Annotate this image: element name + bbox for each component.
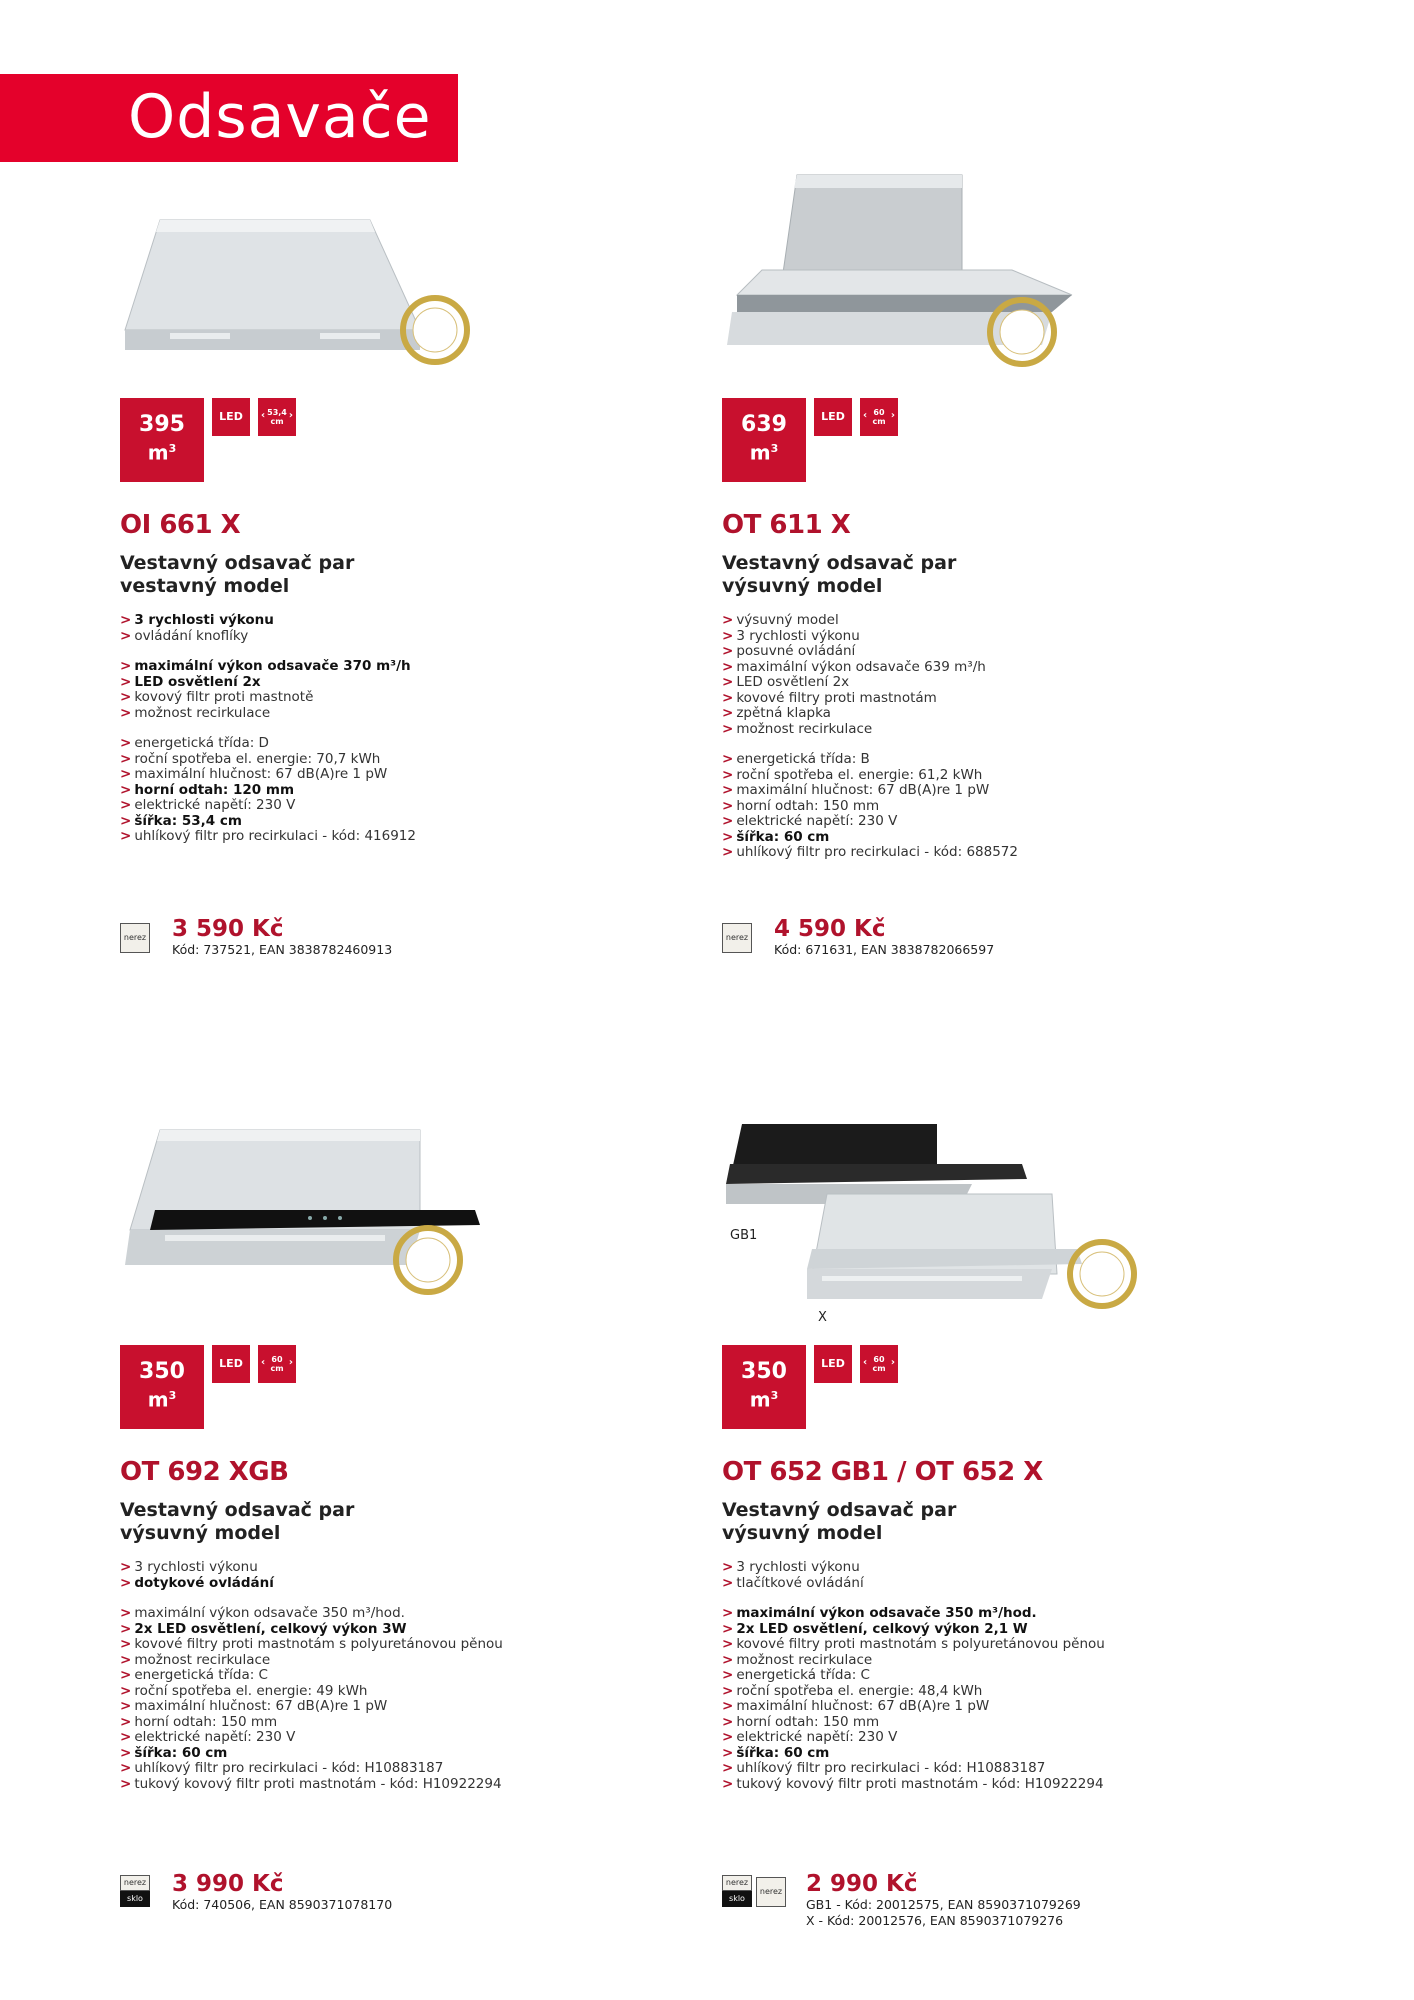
feature-item: > šířka: 60 cm (722, 830, 1162, 846)
feature-item: > maximální výkon odsavače 639 m³/h (722, 660, 1162, 676)
feature-item: > tlačítkové ovládání (722, 1576, 1162, 1592)
product-subtitle: Vestavný odsavač par výsuvný model (722, 552, 957, 597)
feature-item: > šířka: 60 cm (722, 1746, 1162, 1762)
width-badge-text: 60 cm (872, 408, 886, 426)
product-image (120, 1125, 570, 1325)
feature-list (120, 613, 560, 845)
product-model: OI 661 X (120, 510, 241, 540)
product-subtitle: Vestavný odsavač par vestavný model (120, 552, 355, 597)
airflow-badge (722, 1345, 806, 1429)
product-image (120, 180, 570, 380)
feature-item: > možnost recirkulace (120, 706, 560, 722)
led-badge: LED (212, 1345, 250, 1383)
feature-item: > kovové filtry proti mastnotám s polyuretánovou pěnou (120, 1637, 560, 1653)
product-code: Kód: 737521, EAN 3838782460913 (172, 942, 393, 957)
feature-item: > maximální hlučnost: 67 dB(A)re 1 pW (120, 767, 560, 783)
feature-item: > 2x LED osvětlení, celkový výkon 3W (120, 1622, 560, 1638)
airflow-badge (120, 398, 204, 482)
feature-item: > výsuvný model (722, 613, 1162, 629)
product-model: OT 611 X (722, 510, 851, 540)
material-swatch-nerez: nerez (722, 923, 752, 953)
product-price: 3 990 Kč (172, 1871, 284, 1897)
feature-item: > kovové filtry proti mastnotám (722, 691, 1162, 707)
feature-item: > 3 rychlosti výkonu (722, 1560, 1162, 1576)
premium-seal-icon (990, 300, 1054, 364)
product-card-ot692xgb (120, 1125, 680, 1925)
feature-item: > horní odtah: 150 mm (722, 1715, 1162, 1731)
feature-item: > elektrické napětí: 230 V (722, 814, 1162, 830)
product-card-ot652 (722, 1130, 1282, 1930)
feature-item: > uhlíkový filtr pro recirkulaci - kód: 416912 (120, 829, 560, 845)
product-model: OT 652 GB1 / OT 652 X (722, 1457, 1043, 1487)
led-badge: LED (814, 1345, 852, 1383)
width-badge: ‹ 53,4 cm › (258, 398, 296, 436)
price-row (120, 916, 570, 970)
width-badge-text: 60 cm (872, 1355, 886, 1373)
feature-item: > kovový filtr proti mastnotě (120, 690, 560, 706)
airflow-value: 350 (139, 1359, 185, 1384)
feature-item: > ovládání knoflíky (120, 629, 560, 645)
product-price: 3 590 Kč (172, 916, 284, 942)
airflow-value: 350 (741, 1359, 787, 1384)
product-code-gb1: GB1 - Kód: 20012575, EAN 8590371079269 (806, 1897, 1081, 1912)
airflow-unit: $m^3$ (749, 440, 779, 465)
feature-item: > energetická třída: B (722, 752, 1162, 768)
feature-item: > 3 rychlosti výkonu (120, 1560, 560, 1576)
feature-item: > horní odtah: 120 mm (120, 783, 560, 799)
spec-badges (722, 1345, 1082, 1435)
feature-item: > šířka: 60 cm (120, 1746, 560, 1762)
feature-item: > 2x LED osvětlení, celkový výkon 2,1 W (722, 1622, 1162, 1638)
product-code: Kód: 740506, EAN 8590371078170 (172, 1897, 393, 1912)
feature-item: > roční spotřeba el. energie: 61,2 kWh (722, 768, 1162, 784)
section-banner (0, 74, 458, 162)
product-card-oi661x (120, 180, 680, 980)
airflow-badge (722, 398, 806, 482)
product-code: Kód: 671631, EAN 3838782066597 (774, 942, 995, 957)
width-badge: ‹ 60 cm › (860, 1345, 898, 1383)
product-model: OT 692 XGB (120, 1457, 289, 1487)
width-badge: ‹ 60 cm › (860, 398, 898, 436)
feature-item: > roční spotřeba el. energie: 70,7 kWh (120, 752, 560, 768)
premium-seal-icon (403, 298, 467, 362)
feature-item: > uhlíkový filtr pro recirkulaci - kód: H10883187 (722, 1761, 1162, 1777)
premium-seal-icon (396, 1228, 460, 1292)
product-code-x: X - Kód: 20012576, EAN 8590371079276 (806, 1913, 1064, 1928)
price-row (722, 1871, 1172, 1928)
variant-label-x: X (818, 1310, 827, 1325)
feature-item: > roční spotřeba el. energie: 48,4 kWh (722, 1684, 1162, 1700)
feature-item: > energetická třída: C (722, 1668, 1162, 1684)
material-swatch-nerez-sklo: nerez sklo (120, 1875, 150, 1907)
led-badge: LED (212, 398, 250, 436)
spec-badges (120, 1345, 480, 1435)
feature-item: > maximální hlučnost: 67 dB(A)re 1 pW (722, 1699, 1162, 1715)
feature-item: > možnost recirkulace (120, 1653, 560, 1669)
feature-item: > maximální výkon odsavače 370 m³/h (120, 659, 560, 675)
material-swatch-nerez: nerez (120, 923, 150, 953)
feature-item: > uhlíkový filtr pro recirkulaci - kód: H10883187 (120, 1761, 560, 1777)
led-badge: LED (814, 398, 852, 436)
width-badge-text: 60 cm (270, 1355, 284, 1373)
product-card-ot611x (722, 170, 1282, 970)
airflow-value: 395 (139, 412, 185, 437)
width-badge-text: 53,4 cm (267, 408, 287, 426)
airflow-unit: $m^3$ (147, 1387, 177, 1412)
airflow-unit: $m^3$ (147, 440, 177, 465)
feature-item: > 3 rychlosti výkonu (722, 629, 1162, 645)
variant-label-gb1: GB1 (730, 1228, 758, 1243)
feature-item: > energetická třída: D (120, 736, 560, 752)
section-title: Odsavače (128, 82, 432, 152)
price-row (722, 916, 1172, 970)
feature-item: > LED osvětlení 2x (722, 675, 1162, 691)
price-row (120, 1871, 570, 1925)
airflow-unit: $m^3$ (749, 1387, 779, 1412)
feature-item: > tukový kovový filtr proti mastnotám - kód: H10922294 (120, 1777, 560, 1793)
feature-item: > uhlíkový filtr pro recirkulaci - kód: 688572 (722, 845, 1162, 861)
spec-badges (722, 398, 1082, 488)
product-subtitle: Vestavný odsavač par výsuvný model (120, 1499, 355, 1544)
feature-item: > posuvné ovládání (722, 644, 1162, 660)
feature-list (722, 613, 1162, 861)
feature-item: > 3 rychlosti výkonu (120, 613, 560, 629)
feature-item: > dotykové ovládání (120, 1576, 560, 1592)
material-swatch-nerez: nerez (756, 1877, 786, 1907)
feature-item: > horní odtah: 150 mm (722, 799, 1162, 815)
feature-item: > energetická třída: C (120, 1668, 560, 1684)
feature-item: > zpětná klapka (722, 706, 1162, 722)
airflow-badge (120, 1345, 204, 1429)
premium-seal-icon (1070, 1242, 1134, 1306)
product-price: 2 990 Kč (806, 1871, 918, 1897)
feature-item: > roční spotřeba el. energie: 49 kWh (120, 1684, 560, 1700)
feature-item: > elektrické napětí: 230 V (722, 1730, 1162, 1746)
product-image (722, 170, 1172, 370)
feature-list (722, 1560, 1162, 1792)
width-badge: ‹ 60 cm › (258, 1345, 296, 1383)
product-subtitle: Vestavný odsavač par výsuvný model (722, 1499, 957, 1544)
feature-item: > LED osvětlení 2x (120, 675, 560, 691)
feature-item: > elektrické napětí: 230 V (120, 1730, 560, 1746)
feature-item: > maximální hlučnost: 67 dB(A)re 1 pW (120, 1699, 560, 1715)
feature-item: > možnost recirkulace (722, 1653, 1162, 1669)
product-price: 4 590 Kč (774, 916, 886, 942)
feature-item: > horní odtah: 150 mm (120, 1715, 560, 1731)
feature-item: > tukový kovový filtr proti mastnotám - kód: H10922294 (722, 1777, 1162, 1793)
airflow-value: 639 (741, 412, 787, 437)
feature-list (120, 1560, 560, 1792)
feature-item: > šířka: 53,4 cm (120, 814, 560, 830)
spec-badges (120, 398, 480, 488)
feature-item: > možnost recirkulace (722, 722, 1162, 738)
feature-item: > maximální hlučnost: 67 dB(A)re 1 pW (722, 783, 1162, 799)
product-image (722, 1124, 1182, 1334)
feature-item: > maximální výkon odsavače 350 m³/hod. (722, 1606, 1162, 1622)
material-swatch-nerez-sklo: nerez sklo (722, 1875, 752, 1907)
feature-item: > kovové filtry proti mastnotám s polyuretánovou pěnou (722, 1637, 1162, 1653)
feature-item: > elektrické napětí: 230 V (120, 798, 560, 814)
feature-item: > maximální výkon odsavače 350 m³/hod. (120, 1606, 560, 1622)
